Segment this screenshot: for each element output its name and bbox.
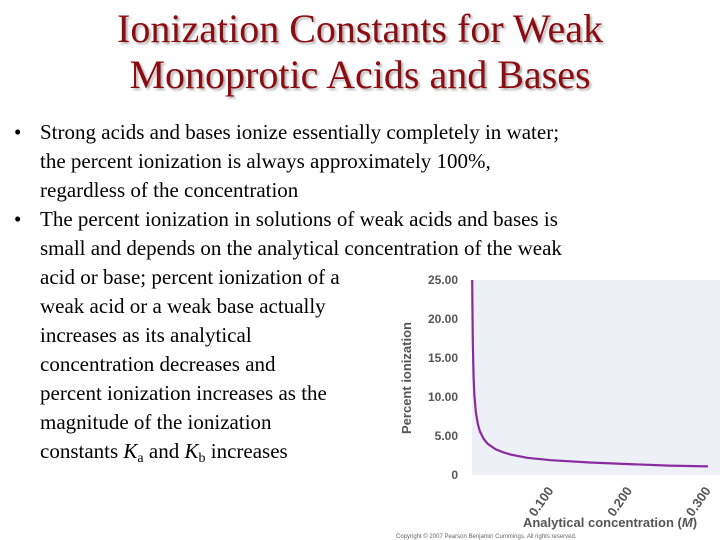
y-tick-label: 15.00 bbox=[427, 351, 458, 365]
x-tick-label: 0.100 bbox=[525, 483, 557, 520]
bullet-text-line: regardless of the concentration bbox=[40, 178, 299, 202]
y-tick-label: 5.00 bbox=[434, 429, 458, 443]
bullet-text-line: the percent ionization is always approximately 100%, bbox=[40, 149, 491, 173]
chart-svg bbox=[396, 268, 720, 540]
copyright-text: Copyright © 2007 Pearson Benjamin Cummings. All rights reserved. bbox=[396, 534, 577, 540]
bullet-text-line: Strong acids and bases ionize essentially completely in water; bbox=[40, 120, 560, 144]
y-tick-label: 10.00 bbox=[427, 390, 458, 404]
bullet-text-line: The percent ionization in solutions of weak acids and bases is bbox=[40, 207, 558, 231]
y-tick-label: 25.00 bbox=[427, 273, 458, 287]
x-tick-label: 0.200 bbox=[604, 483, 636, 520]
kb-subscript: b bbox=[198, 451, 206, 466]
ka-subscript: a bbox=[137, 451, 144, 466]
and-text: and bbox=[143, 439, 185, 463]
y-axis-label: Percent ionization bbox=[399, 322, 414, 434]
increases-text: increases bbox=[205, 439, 288, 463]
ka-symbol: K bbox=[123, 439, 138, 463]
percent-ionization-chart bbox=[396, 268, 720, 540]
y-tick-label: 0 bbox=[451, 468, 458, 482]
x-tick-labels bbox=[526, 484, 714, 519]
bullet-text-line: magnitude of the ionization bbox=[40, 410, 272, 434]
bullet-dot: • bbox=[14, 207, 22, 231]
bullet-item bbox=[14, 118, 700, 205]
bullet-text-line: increases as its analytical bbox=[40, 323, 252, 347]
bullet-dot: • bbox=[14, 120, 22, 144]
bullet-text-line: concentration decreases and bbox=[40, 352, 276, 376]
y-tick-labels bbox=[428, 273, 458, 482]
bullet-text-line: acid or base; percent ionization of a bbox=[40, 265, 340, 289]
bullet-text-line: weak acid or a weak base actually bbox=[40, 294, 326, 318]
x-tick-label: 0.300 bbox=[682, 483, 714, 520]
y-tick-label: 20.00 bbox=[427, 312, 458, 326]
bullet-text-line: small and depends on the analytical concentration of the weak bbox=[40, 236, 562, 260]
bullet-text-line: percent ionization increases as the bbox=[40, 381, 327, 405]
constants-text: constants bbox=[40, 439, 124, 463]
slide-title bbox=[0, 6, 720, 98]
kb-symbol: K bbox=[184, 439, 199, 463]
title-line-2: Monoprotic Acids and Bases bbox=[129, 52, 591, 97]
x-axis-label: Analytical concentration (M) bbox=[522, 515, 698, 530]
title-line-1: Ionization Constants for Weak bbox=[117, 6, 603, 51]
plot-area bbox=[472, 280, 720, 475]
